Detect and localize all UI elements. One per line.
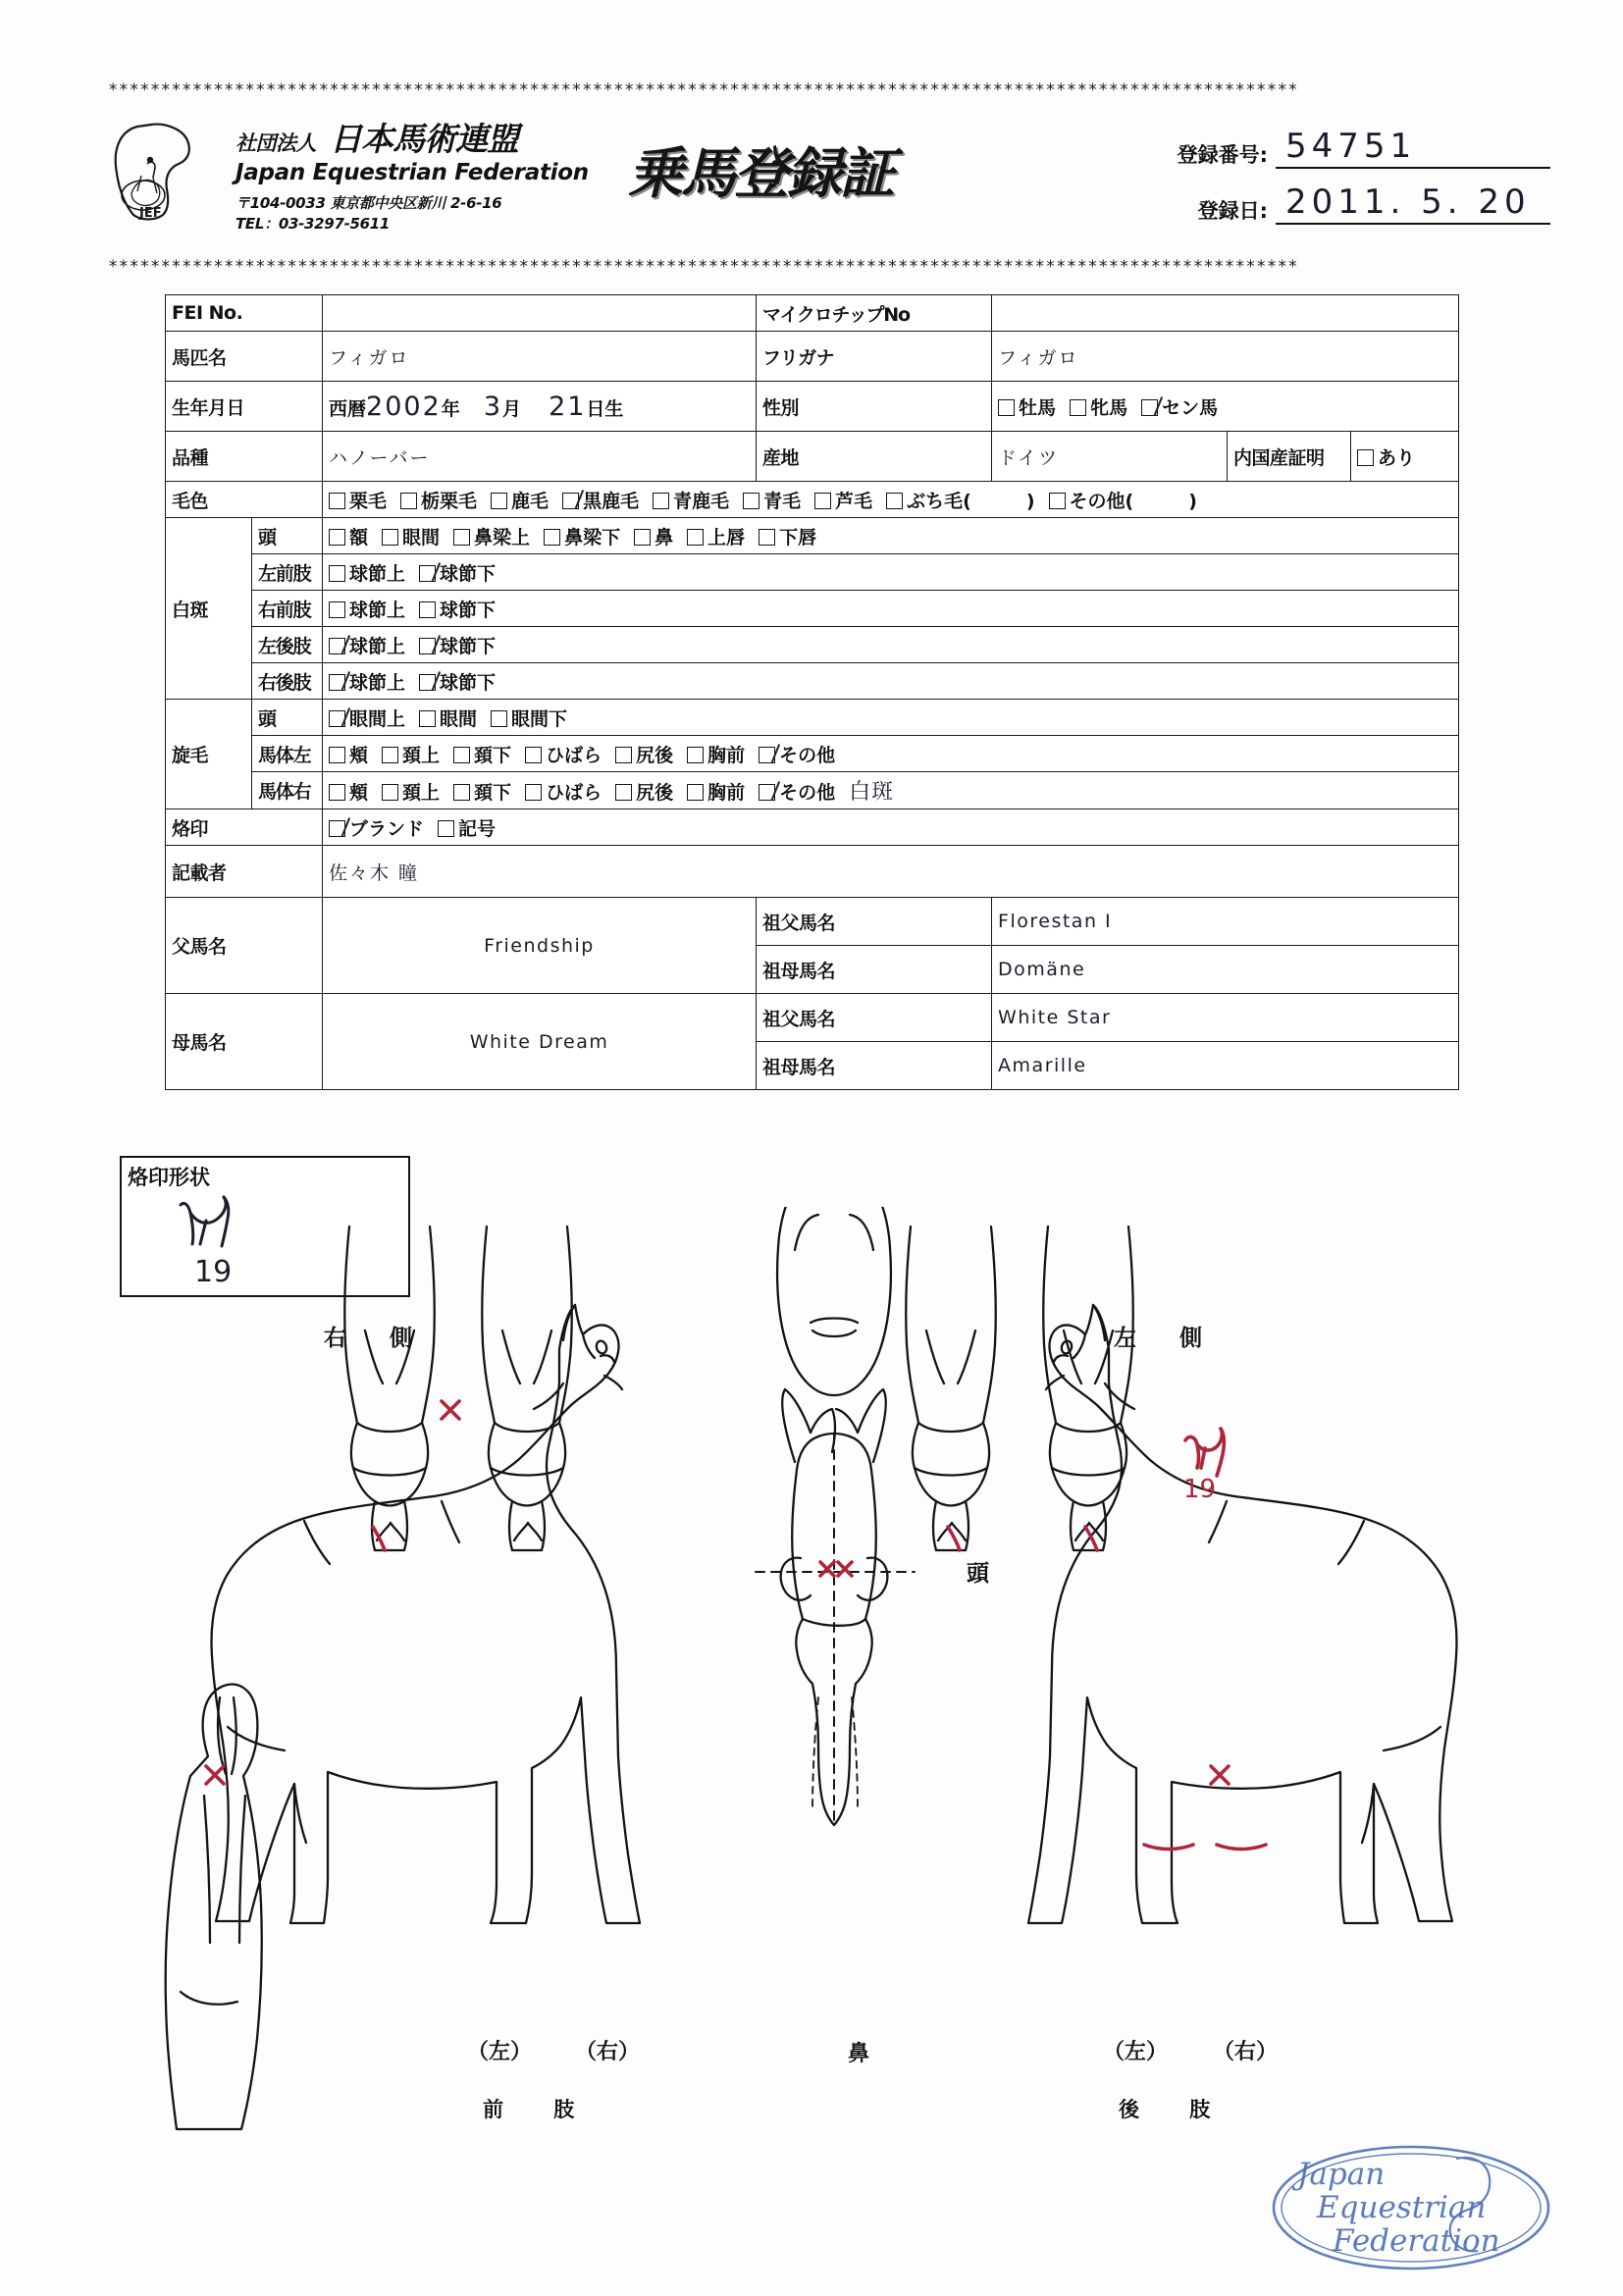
- white-marking-4-opt-0[interactable]: 球節上: [329, 668, 405, 695]
- whorl-row: [166, 736, 1459, 772]
- front-limbs-figure: [344, 1226, 572, 1550]
- checkbox-icon[interactable]: [382, 529, 398, 546]
- checkbox-icon[interactable]: [759, 747, 775, 763]
- domestic-cert-option[interactable]: [1351, 432, 1459, 482]
- brand-option-1[interactable]: 記号: [438, 814, 496, 841]
- white-marking-part: 頭: [252, 518, 323, 554]
- birth-day-unit: 日生: [586, 397, 624, 420]
- birth-prefix: 西暦: [329, 397, 367, 420]
- registration-date-value: 2011. 5. 20: [1276, 183, 1550, 225]
- coat-option-5[interactable]: 青毛: [743, 487, 801, 513]
- checkbox-icon[interactable]: [998, 399, 1015, 416]
- checkbox-icon[interactable]: [453, 529, 470, 546]
- microchip-value[interactable]: [992, 295, 1459, 332]
- whorl-part: 馬体右: [252, 772, 323, 809]
- checkbox-icon[interactable]: [525, 784, 542, 801]
- left-side-label: 左 側: [1114, 1326, 1221, 1351]
- brand-shape-title: 烙印形状: [128, 1166, 210, 1189]
- checkbox-icon[interactable]: [687, 784, 704, 801]
- brand-option-0[interactable]: ブランド: [329, 814, 424, 841]
- checkbox-icon[interactable]: [1141, 399, 1158, 416]
- white-marking-0-opt-0[interactable]: 額: [329, 523, 368, 549]
- whorl-row: [166, 700, 1459, 736]
- white-marking-0-opt-4[interactable]: 鼻: [634, 523, 673, 549]
- origin-label: 産地: [757, 432, 992, 482]
- hind-limbs-figure: [906, 1226, 1133, 1550]
- nose-label: 鼻: [848, 2042, 870, 2066]
- registration-number-value: 54751: [1276, 127, 1550, 169]
- white-marking-options: [323, 663, 1459, 700]
- whorl-0-opt-1[interactable]: 眼間: [419, 704, 477, 731]
- birth-year-unit: 年: [441, 397, 460, 420]
- sire-grandsire-label: 祖父馬名: [757, 898, 992, 946]
- head-label: 頭: [967, 1561, 989, 1587]
- corporation-prefix: 社団法人: [236, 131, 316, 155]
- white-marking-0-opt-3[interactable]: 鼻梁下: [544, 523, 620, 549]
- checkbox-icon[interactable]: [1357, 449, 1374, 466]
- organization-telephone: TEL：03-3297-5611: [236, 215, 391, 233]
- checkbox-icon[interactable]: [329, 638, 345, 654]
- white-marking-part: 左後肢: [252, 627, 323, 663]
- stamp-line-1: Japan: [1297, 2157, 1386, 2192]
- checkbox-icon[interactable]: [453, 747, 470, 763]
- jef-logo-icon: [108, 121, 211, 224]
- whorl-part: 頭: [252, 700, 323, 736]
- sex-option-1[interactable]: 牝馬: [1070, 393, 1127, 420]
- checkbox-icon[interactable]: [634, 529, 651, 546]
- checkbox-icon[interactable]: [743, 493, 759, 509]
- white-marking-part: 右後肢: [252, 663, 323, 700]
- document-header: [108, 113, 1550, 240]
- checkbox-icon[interactable]: [329, 820, 345, 837]
- coat-option-8[interactable]: その他( ): [1049, 487, 1197, 513]
- right-side-label: 右 側: [324, 1326, 431, 1351]
- birth-month-unit: 月: [502, 397, 522, 420]
- white-marking-4-opt-1[interactable]: 球節下: [419, 668, 496, 695]
- fei-no-label: FEI No.: [166, 295, 323, 332]
- checkbox-icon[interactable]: [759, 784, 775, 801]
- registration-date-label: 登録日:: [1197, 199, 1268, 223]
- coat-option-0[interactable]: 栗毛: [329, 487, 387, 513]
- dam-grandsire-label: 祖父馬名: [757, 994, 992, 1042]
- dam-label: 母馬名: [166, 994, 323, 1090]
- birth-date-label: 生年月日: [166, 382, 323, 432]
- whorl-1-opt-6[interactable]: その他: [759, 741, 835, 767]
- birth-year: 2002: [366, 391, 442, 422]
- whorl-2-opt-1[interactable]: 頚上: [382, 778, 440, 805]
- white-marking-0-opt-5[interactable]: 上唇: [687, 523, 745, 549]
- table-row-breed-origin: [166, 432, 1459, 482]
- whorl-1-opt-0[interactable]: 頬: [329, 741, 368, 767]
- brand-options: [323, 809, 1459, 846]
- recorder-value[interactable]: 佐々木 瞳: [323, 846, 1459, 898]
- checkbox-icon[interactable]: [419, 710, 436, 727]
- whorl-note[interactable]: 白斑: [849, 780, 895, 805]
- white-marking-options: [323, 554, 1459, 591]
- white-marking-0-opt-6[interactable]: 下唇: [759, 523, 816, 549]
- furigana-value[interactable]: フィガロ: [992, 332, 1459, 382]
- organization-block: [236, 120, 657, 234]
- white-marking-0-opt-2[interactable]: 鼻梁上: [453, 523, 530, 549]
- white-marking-options: [323, 591, 1459, 627]
- front-left-label: （左）: [467, 2040, 533, 2064]
- coat-color-label: 毛色: [166, 482, 323, 518]
- furigana-label: フリガナ: [757, 332, 992, 382]
- checkbox-icon[interactable]: [886, 493, 903, 509]
- hind-right-label: （右）: [1213, 2040, 1279, 2064]
- checkbox-icon[interactable]: [329, 710, 345, 727]
- whorl-section: [166, 700, 1459, 809]
- table-row-fei: [166, 295, 1459, 332]
- horse-name-label: 馬匹名: [166, 332, 323, 382]
- checkbox-icon[interactable]: [687, 529, 704, 546]
- coat-option-1[interactable]: 栃栗毛: [400, 487, 477, 513]
- table-row-birth-sex: [166, 382, 1459, 432]
- white-marking-3-opt-1[interactable]: 球節下: [419, 632, 496, 658]
- hind-left-label: （左）: [1103, 2040, 1169, 2064]
- checkbox-icon[interactable]: [329, 493, 345, 509]
- whorl-0-opt-2[interactable]: 眼間下: [491, 704, 567, 731]
- whorl-label: 旋毛: [166, 700, 252, 809]
- dam-value[interactable]: White Dream: [323, 994, 757, 1090]
- white-marking-1-opt-1[interactable]: 球節下: [419, 559, 496, 586]
- birth-day: 21: [549, 391, 587, 422]
- origin-value[interactable]: ドイツ: [992, 432, 1228, 482]
- asterisk-divider-bottom: *****************************************************************************************************************: [108, 257, 1299, 277]
- sire-grandsire-value[interactable]: Florestan I: [992, 898, 1459, 946]
- white-marking-1-opt-0[interactable]: 球節上: [329, 559, 405, 586]
- coat-option-3[interactable]: 黒鹿毛: [562, 487, 639, 513]
- checkbox-icon[interactable]: [759, 529, 775, 546]
- white-marking-row: [166, 518, 1459, 554]
- birth-date-value[interactable]: [323, 382, 757, 432]
- horse-markings-diagram: [147, 1207, 1521, 2188]
- checkbox-icon[interactable]: [562, 493, 579, 509]
- whorl-1-opt-5[interactable]: 胸前: [687, 741, 745, 767]
- sex-option-2[interactable]: セン馬: [1141, 393, 1218, 420]
- checkbox-icon[interactable]: [544, 529, 560, 546]
- white-marking-row: [166, 663, 1459, 700]
- registration-block: [1128, 127, 1550, 238]
- checkbox-icon[interactable]: [525, 747, 542, 763]
- checkbox-icon[interactable]: [329, 529, 345, 546]
- white-marking-row: [166, 627, 1459, 663]
- white-marking-label: 白斑: [166, 518, 252, 700]
- whorl-2-opt-3[interactable]: ひばら: [525, 778, 602, 805]
- whorl-options: [323, 700, 1459, 736]
- table-row-recorder: [166, 846, 1459, 898]
- white-marking-part: 左前肢: [252, 554, 323, 591]
- fei-no-value[interactable]: [323, 295, 757, 332]
- hind-limb-label: 後 肢: [1119, 2098, 1232, 2121]
- sire-granddam-label: 祖母馬名: [757, 946, 992, 994]
- checkbox-icon[interactable]: [1049, 493, 1066, 509]
- checkbox-icon[interactable]: [400, 493, 417, 509]
- checkbox-icon[interactable]: [329, 565, 345, 582]
- asterisk-divider-top: *****************************************************************************************************************: [108, 80, 1299, 100]
- checkbox-icon[interactable]: [687, 747, 704, 763]
- horse-neck-front-figure: [166, 1685, 262, 2129]
- checkbox-icon[interactable]: [419, 565, 436, 582]
- front-right-label: （右）: [575, 2040, 641, 2064]
- front-limb-label: 前 肢: [483, 2098, 597, 2121]
- checkbox-icon[interactable]: [653, 493, 669, 509]
- checkbox-icon[interactable]: [419, 674, 436, 691]
- white-marking-row: [166, 591, 1459, 627]
- recorder-label: 記載者: [166, 846, 323, 898]
- dam-grandsire-value[interactable]: White Star: [992, 994, 1459, 1042]
- whorl-0-opt-0[interactable]: 眼間上: [329, 704, 405, 731]
- whorl-2-opt-2[interactable]: 頚下: [453, 778, 511, 805]
- domestic-cert-checkbox[interactable]: あり: [1357, 444, 1415, 470]
- registration-date-row: [1128, 183, 1550, 225]
- coat-color-options: [323, 482, 1459, 518]
- white-marking-0-opt-1[interactable]: 眼間: [382, 523, 440, 549]
- horse-left-side-figure: [1028, 1305, 1456, 1923]
- coat-option-2[interactable]: 鹿毛: [491, 487, 549, 513]
- sex-options: [992, 382, 1459, 432]
- horse-right-side-figure: [212, 1305, 640, 1923]
- table-row-coat-color: [166, 482, 1459, 518]
- microchip-label: マイクロチップNo: [757, 295, 992, 332]
- checkbox-icon[interactable]: [382, 747, 398, 763]
- checkbox-icon[interactable]: [382, 784, 398, 801]
- horse-name-value[interactable]: フィガロ: [323, 332, 757, 382]
- checkbox-icon[interactable]: [615, 784, 632, 801]
- domestic-cert-label: 内国産証明: [1228, 432, 1351, 482]
- whorl-options: [323, 772, 1459, 809]
- birth-month: 3: [483, 391, 502, 422]
- white-marking-part: 右前肢: [252, 591, 323, 627]
- registration-number-row: [1128, 127, 1550, 169]
- coat-option-7[interactable]: ぶち毛( ): [886, 487, 1034, 513]
- whorl-2-opt-0[interactable]: 頬: [329, 778, 368, 805]
- official-stamp: [1264, 2137, 1558, 2284]
- whorl-1-opt-3[interactable]: ひばら: [525, 741, 602, 767]
- whorl-options: [323, 736, 1459, 772]
- checkbox-icon[interactable]: [329, 747, 345, 763]
- white-marking-2-opt-1[interactable]: 球節下: [419, 596, 496, 622]
- checkbox-icon[interactable]: [419, 638, 436, 654]
- muzzle-figure: [777, 1207, 891, 1395]
- stamp-line-3: Federation: [1333, 2223, 1500, 2259]
- organization-address: 〒104-0033 東京都中央区新川 2-6-16: [236, 194, 502, 212]
- checkbox-icon[interactable]: [615, 747, 632, 763]
- organization-name-en: Japan Equestrian Federation: [236, 160, 589, 185]
- checkbox-icon[interactable]: [438, 820, 454, 837]
- checkbox-icon[interactable]: [1070, 399, 1086, 416]
- whorl-2-opt-6[interactable]: その他: [759, 778, 835, 805]
- sex-label: 性別: [757, 382, 992, 432]
- dam-granddam-value[interactable]: Amarille: [992, 1042, 1459, 1090]
- whorl-row: [166, 772, 1459, 809]
- white-marking-options: [323, 518, 1459, 554]
- registration-number-label: 登録番号:: [1177, 143, 1268, 167]
- whorl-1-opt-2[interactable]: 頚下: [453, 741, 511, 767]
- whorl-1-opt-1[interactable]: 頚上: [382, 741, 440, 767]
- whorl-2-opt-5[interactable]: 胸前: [687, 778, 745, 805]
- svg-text:JEF: JEF: [139, 206, 162, 221]
- white-marking-3-opt-0[interactable]: 球節上: [329, 632, 405, 658]
- whorl-2-opt-4[interactable]: 尻後: [615, 778, 673, 805]
- white-marking-options: [323, 627, 1459, 663]
- sire-granddam-value[interactable]: Domäne: [992, 946, 1459, 994]
- coat-option-6[interactable]: 芦毛: [814, 487, 872, 513]
- checkbox-icon[interactable]: [329, 784, 345, 801]
- whorl-1-opt-4[interactable]: 尻後: [615, 741, 673, 767]
- table-row-dam-grandsire: [166, 994, 1459, 1042]
- table-row-horse-name: [166, 332, 1459, 382]
- checkbox-icon[interactable]: [329, 601, 345, 618]
- checkbox-icon[interactable]: [491, 710, 507, 727]
- horse-brand-number: 19: [1183, 1475, 1217, 1504]
- checkbox-icon[interactable]: [814, 493, 831, 509]
- table-row-brand: [166, 809, 1459, 846]
- coat-option-4[interactable]: 青鹿毛: [653, 487, 729, 513]
- table-row-sire-grandsire: [166, 898, 1459, 946]
- brand-label: 烙印: [166, 809, 323, 846]
- sire-value[interactable]: Friendship: [323, 898, 757, 994]
- horse-details-table: [165, 294, 1459, 1090]
- checkbox-icon[interactable]: [491, 493, 507, 509]
- document-title: 乗馬登録証: [628, 142, 893, 206]
- sex-option-0[interactable]: 牡馬: [998, 393, 1056, 420]
- breed-label: 品種: [166, 432, 323, 482]
- checkbox-icon[interactable]: [419, 601, 436, 618]
- checkbox-icon[interactable]: [329, 674, 345, 691]
- organization-name-ja: 日本馬術連盟: [330, 120, 518, 158]
- dam-granddam-label: 祖母馬名: [757, 1042, 992, 1090]
- whorl-part: 馬体左: [252, 736, 323, 772]
- stamp-line-2: Equestrian: [1317, 2190, 1487, 2225]
- white-marking-row: [166, 554, 1459, 591]
- breed-value[interactable]: ハノーバー: [323, 432, 757, 482]
- sire-label: 父馬名: [166, 898, 323, 994]
- white-marking-2-opt-0[interactable]: 球節上: [329, 596, 405, 622]
- white-markings-section: [166, 518, 1459, 700]
- checkbox-icon[interactable]: [453, 784, 470, 801]
- brand-number: 19: [194, 1255, 233, 1289]
